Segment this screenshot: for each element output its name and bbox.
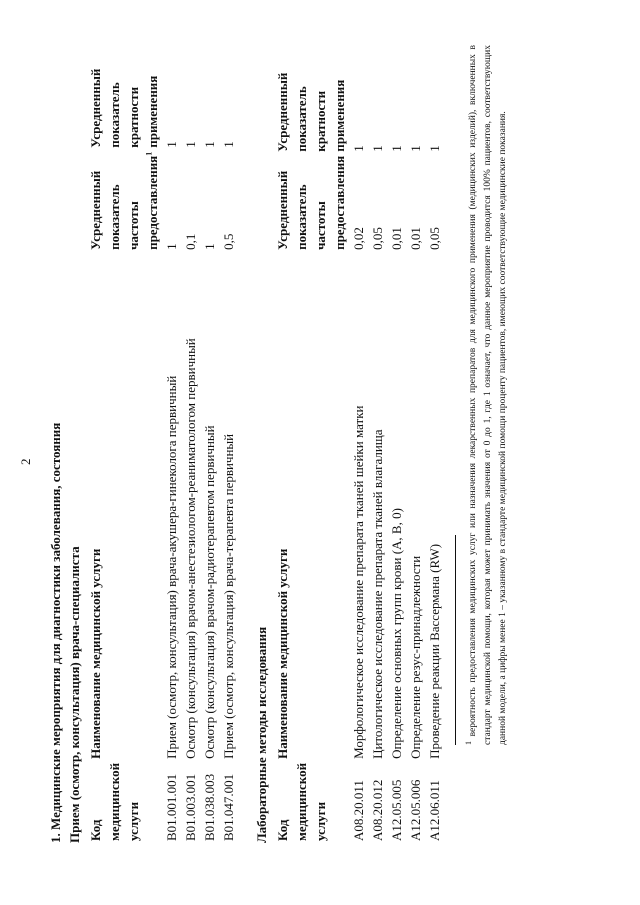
- cell-name: Проведение реакции Вассермана (RW): [427, 543, 442, 759]
- header-frequency: [86, 150, 162, 252]
- header-frequency-text: Усредненный показатель частоты предоставления: [88, 155, 160, 250]
- cell-multiplicity: 1: [389, 145, 404, 152]
- table-row: [200, 66, 219, 843]
- header-code: Код медицинской услуги: [88, 762, 141, 841]
- cell-multiplicity: 1: [164, 141, 179, 148]
- header-code: Код медицинской услуги: [275, 762, 328, 841]
- cell-multiplicity: 1: [351, 145, 366, 152]
- cell-multiplicity: 1: [370, 145, 385, 152]
- cell-code: A08.20.012: [370, 779, 385, 841]
- cell-frequency: 1: [164, 243, 179, 250]
- table-row: [162, 66, 181, 843]
- cell-multiplicity: 1: [408, 145, 423, 152]
- header-name: Наименование медицинской услуги: [88, 548, 103, 759]
- table-row: [181, 66, 200, 843]
- cell-code: A12.06.011: [427, 780, 442, 841]
- cell-multiplicity: 1: [221, 141, 236, 148]
- table-row: [425, 70, 444, 843]
- table-row: [368, 70, 387, 843]
- cell-name: Определение резус-принадлежности: [408, 555, 423, 759]
- cell-name: Определение основных групп крови (A, B, 0): [389, 508, 404, 759]
- cell-name: Осмотр (консультация) врачом-анестезиологом-реаниматологом первичный: [183, 338, 198, 759]
- footnote-number: 1: [463, 741, 473, 745]
- header-frequency: Усредненный показатель частоты предоставления: [275, 155, 347, 250]
- lab-methods-title: Лабораторные методы исследования: [254, 626, 269, 843]
- cell-name: Цитологическое исследование препарата тканей влагалища: [370, 429, 385, 759]
- table-row: [349, 70, 368, 843]
- table-row: [387, 70, 406, 843]
- table-header-row: [273, 70, 349, 843]
- cell-multiplicity: 1: [427, 145, 442, 152]
- table-row: [219, 66, 238, 843]
- cell-frequency: 0,01: [408, 227, 423, 250]
- cell-frequency: 0,1: [183, 233, 198, 250]
- cell-frequency: 1: [202, 243, 217, 250]
- cell-code: B01.047.001: [221, 773, 236, 841]
- consultation-services-table: [86, 66, 238, 843]
- cell-frequency: 0,5: [221, 233, 236, 250]
- cell-code: A12.05.006: [408, 779, 423, 841]
- cell-code: B01.003.001: [183, 773, 198, 841]
- table-header-row: [86, 66, 162, 843]
- footnote: [463, 45, 511, 745]
- cell-name: Морфологическое исследование препарата тканей шейки матки: [351, 405, 366, 759]
- page-number: 2: [18, 458, 33, 465]
- cell-frequency: 0,01: [389, 227, 404, 250]
- cell-name: Прием (осмотр, консультация) врача-акушера-гинеколога первичный: [164, 375, 179, 759]
- cell-code: A12.05.005: [389, 779, 404, 841]
- cell-multiplicity: 1: [183, 141, 198, 148]
- section-title: 1. Медицинские мероприятия для диагностики заболевания, состояния: [48, 422, 63, 843]
- header-multiplicity: Усредненный показатель кратности применения: [88, 68, 160, 148]
- cell-name: Прием (осмотр, консультация) врача-терапевта первичный: [221, 433, 236, 759]
- cell-code: B01.001.001: [164, 773, 179, 841]
- cell-multiplicity: 1: [202, 141, 217, 148]
- cell-frequency: 0,05: [370, 227, 385, 250]
- footnote-text: вероятность предоставления медицинских услуг или назначения лекарственных препаратов для медицинского применения (медицинских изделий), включенных в стандарт медицинской помощи, которая может принимать значения от 0 до 1, где 1 означает, что данное мероприятие проводится 100% пациентов, соответствующих данной модели, а цифры менее 1 – указанному в стандарте медицинской помощи проценту пациентов, имеющих соответствующие медицинские показания.: [468, 45, 508, 745]
- table-row: [406, 70, 425, 843]
- footnote-marker: 1: [144, 151, 154, 156]
- cell-name: Осмотр (консультация) врачом-радиотерапевтом первичный: [202, 425, 217, 759]
- header-multiplicity: Усредненный показатель кратности применения: [275, 72, 347, 152]
- cell-code: A08.20.011: [351, 780, 366, 841]
- subsection-title: Прием (осмотр, консультация) врача-специалиста: [67, 546, 82, 843]
- cell-code: B01.038.003: [202, 773, 217, 841]
- footnote-divider: [455, 535, 456, 745]
- cell-frequency: 0,02: [351, 227, 366, 250]
- lab-services-table: [273, 70, 444, 843]
- cell-frequency: 0,05: [427, 227, 442, 250]
- header-name: Наименование медицинской услуги: [275, 548, 290, 759]
